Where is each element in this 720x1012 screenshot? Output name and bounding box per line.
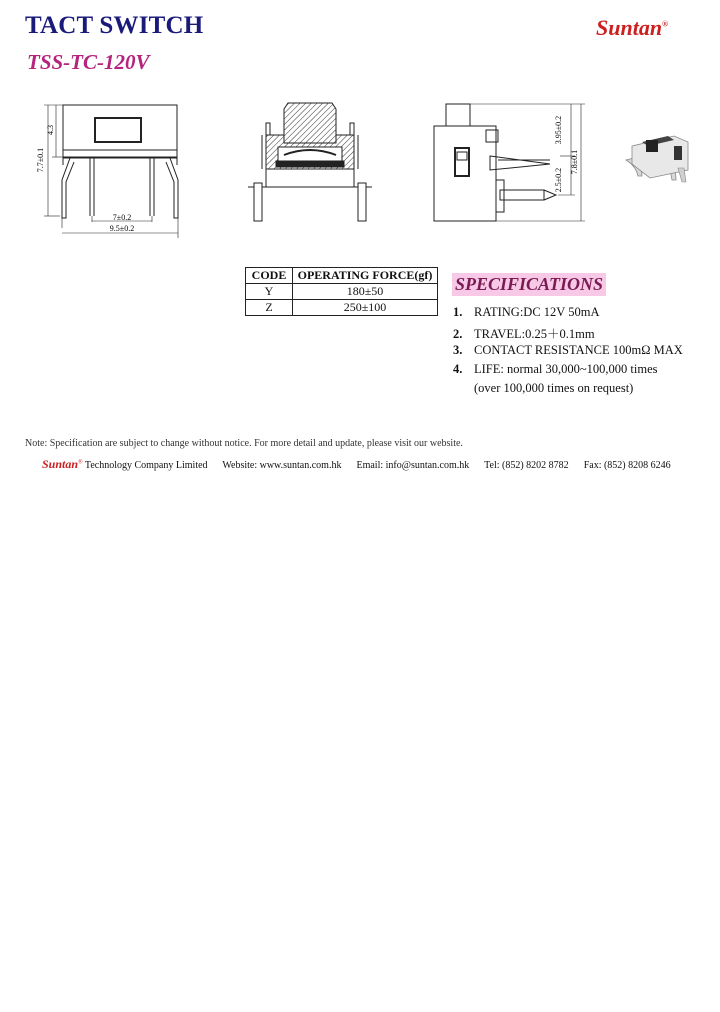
footer-fax: Fax: (852) 8208 6246 [583, 460, 671, 471]
footer-company: Technology Company Limited [84, 460, 208, 471]
footer-email[interactable]: Email: info@suntan.com.hk [356, 460, 470, 471]
footer-tel: Tel: (852) 8202 8782 [484, 460, 569, 471]
model-number: TSS-TC-120V [27, 50, 150, 74]
spec-number: 4. [453, 362, 463, 376]
dim-actuator-height: 3.95±0.2 [554, 115, 563, 145]
brand-registered-mark: ® [662, 19, 669, 29]
dim-pin-spacing: 7±0.2 [112, 213, 132, 222]
side-view-drawing [430, 100, 600, 225]
page-title: TACT SWITCH [25, 12, 204, 39]
front-view-drawing [30, 100, 200, 240]
spec-item [453, 362, 657, 377]
dim-overall-width: 9.5±0.2 [109, 224, 135, 233]
operating-force-table [245, 267, 438, 316]
footer-brand: Suntan [42, 457, 79, 471]
cell-force: 180±50 [293, 284, 438, 300]
spec-item [453, 305, 599, 320]
spec-item [453, 324, 595, 342]
cell-code: Z [246, 300, 293, 316]
product-photo [622, 128, 698, 184]
spec-number: 3. [453, 343, 463, 357]
spec-item [453, 343, 683, 358]
cell-force: 250±100 [293, 300, 438, 316]
dim-overall-height: 7.7±0.1 [36, 147, 45, 173]
disclaimer-note: Note: Specification are subject to change without notice. For more detail and update, please visit our website. [25, 438, 463, 449]
spec-number: 2. [453, 327, 463, 341]
table-row [246, 300, 438, 316]
dim-body-height: 7.8±0.1 [570, 149, 579, 175]
brand-name: Suntan [596, 15, 663, 40]
spec-text: LIFE: normal 30,000~100,000 times [474, 362, 658, 376]
table-row [246, 284, 438, 300]
dim-lower-height: 2.5±0.2 [554, 167, 563, 193]
brand-logo [596, 15, 668, 41]
spec-text: CONTACT RESISTANCE 100mΩ MAX [474, 343, 683, 357]
footer [42, 457, 671, 472]
spec-text: RATING:DC 12V 50mA [474, 305, 600, 319]
spec-item [453, 381, 633, 396]
spec-text: (over 100,000 times on request) [474, 381, 634, 395]
dim-top-height: 4.3 [46, 125, 55, 135]
footer-website[interactable]: Website: www.suntan.com.hk [222, 460, 342, 471]
section-view-drawing [240, 95, 380, 225]
footer-brand-mark: ® [78, 459, 83, 466]
spec-number: 1. [453, 305, 463, 319]
spec-text: TRAVEL:0.25＋0.1mm [474, 327, 595, 341]
column-header-code: CODE [246, 268, 293, 284]
column-header-force: OPERATING FORCE(gf) [293, 268, 438, 284]
table-header-row [246, 268, 438, 284]
specifications-heading: SPECIFICATIONS [452, 273, 606, 296]
cell-code: Y [246, 284, 293, 300]
